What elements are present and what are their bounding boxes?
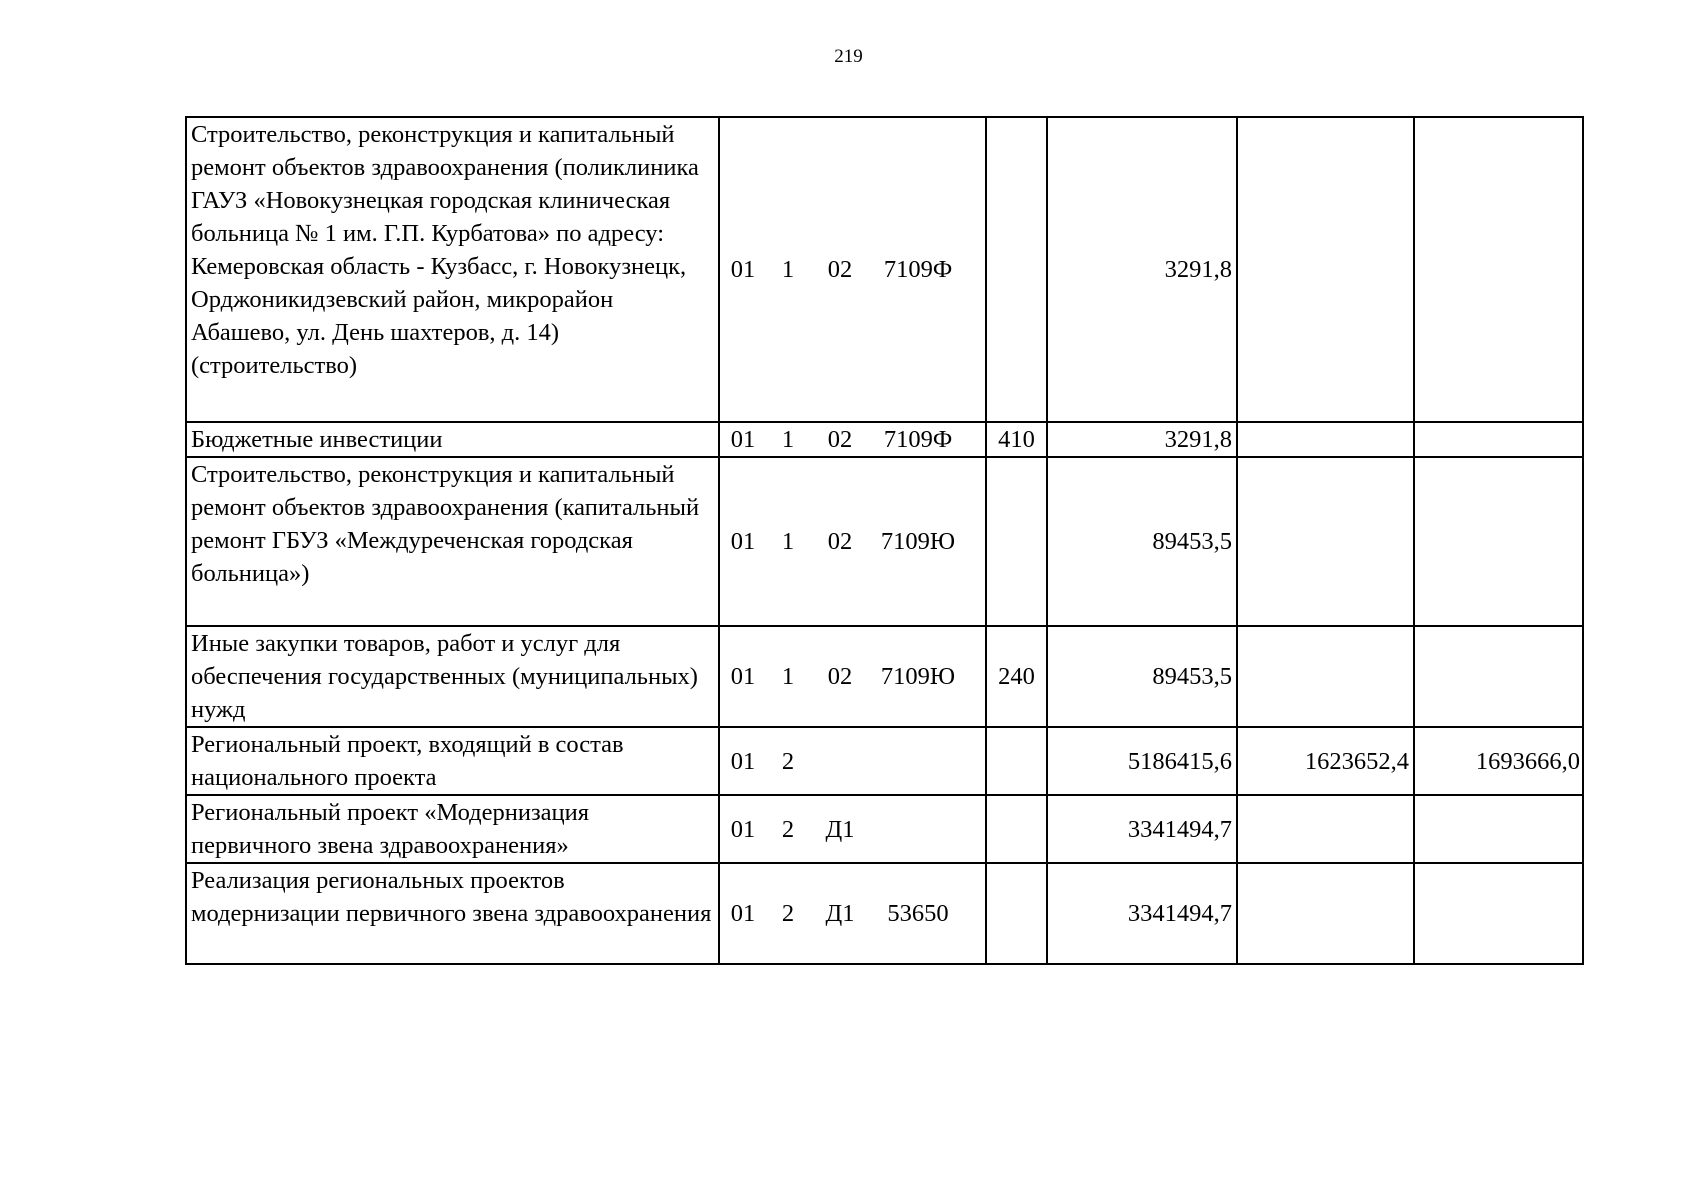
sum-year-2 [1237, 863, 1414, 964]
expense-type: 410 [986, 422, 1047, 457]
sum-year-2 [1237, 117, 1414, 422]
budget-table [185, 116, 1584, 965]
expense-type: 240 [986, 626, 1047, 727]
sum-year-3 [1414, 457, 1583, 626]
subprogram-code: 2 [781, 747, 795, 775]
sum-year-1: 5186415,6 [1047, 727, 1237, 795]
sum-year-1: 3341494,7 [1047, 795, 1237, 863]
table-row [186, 727, 1583, 795]
main-event-code: 02 [827, 426, 853, 453]
table-row [186, 863, 1583, 964]
direction-code: 7109Ф [883, 256, 953, 283]
target-article-code [719, 457, 986, 626]
target-article-code [719, 795, 986, 863]
expense-type [986, 117, 1047, 422]
sum-year-2 [1237, 626, 1414, 727]
expense-type [986, 863, 1047, 964]
program-code: 01 [730, 663, 756, 690]
row-name: Строительство, реконструкция и капитальный ремонт объектов здравоохранения (капитальный ремонт ГБУЗ «Междуреченская городская больница») [186, 457, 719, 626]
row-name: Реализация региональных проектов модернизации первичного звена здравоохранения [186, 863, 719, 964]
program-code: 01 [730, 528, 756, 555]
subprogram-code: 1 [781, 663, 795, 690]
main-event-code: Д1 [825, 815, 855, 843]
target-article-code [719, 422, 986, 457]
main-event-code: Д1 [825, 900, 855, 927]
sum-year-3 [1414, 422, 1583, 457]
sum-year-3 [1414, 117, 1583, 422]
subprogram-code: 1 [781, 256, 795, 283]
program-code: 01 [730, 900, 756, 927]
row-name: Региональный проект, входящий в состав национального проекта [186, 727, 719, 795]
table-row [186, 457, 1583, 626]
row-name: Бюджетные инвестиции [186, 422, 719, 457]
sum-year-3 [1414, 863, 1583, 964]
table-row [186, 626, 1583, 727]
target-article-code [719, 117, 986, 422]
sum-year-2 [1237, 422, 1414, 457]
sum-year-1: 89453,5 [1047, 626, 1237, 727]
row-name: Региональный проект «Модернизация первичного звена здравоохранения» [186, 795, 719, 863]
sum-year-2: 1623652,4 [1237, 727, 1414, 795]
sum-year-3 [1414, 626, 1583, 727]
row-name: Строительство, реконструкция и капитальный ремонт объектов здравоохранения (поликлиника ГАУЗ «Новокузнецкая городская клиническая больница № 1 им. Г.П. Курбатова» по адресу: Кемеровская область - Кузбасс, г. Новокузнецк, Орджоникидзевский район, микрорайон Абашево, ул. День шахтеров, д. 14) (строительство) [186, 117, 719, 422]
sum-year-1: 3291,8 [1047, 117, 1237, 422]
direction-code: 7109Ю [880, 663, 956, 690]
direction-code: 7109Ю [880, 528, 956, 555]
table-row [186, 117, 1583, 422]
main-event-code: 02 [827, 528, 853, 555]
sum-year-1: 3291,8 [1047, 422, 1237, 457]
sum-year-1: 3341494,7 [1047, 863, 1237, 964]
subprogram-code: 1 [781, 528, 795, 555]
direction-code: 7109Ф [883, 426, 953, 453]
program-code: 01 [730, 426, 756, 453]
sum-year-3: 1693666,0 [1414, 727, 1583, 795]
page-number: 219 [834, 46, 863, 67]
subprogram-code: 2 [781, 815, 795, 843]
table-row [186, 422, 1583, 457]
program-code: 01 [730, 747, 756, 775]
program-code: 01 [730, 815, 756, 843]
sum-year-2 [1237, 457, 1414, 626]
main-event-code: 02 [827, 256, 853, 283]
main-event-code: 02 [827, 663, 853, 690]
subprogram-code: 1 [781, 426, 795, 453]
table-row [186, 795, 1583, 863]
target-article-code [719, 863, 986, 964]
expense-type [986, 727, 1047, 795]
sum-year-3 [1414, 795, 1583, 863]
sum-year-1: 89453,5 [1047, 457, 1237, 626]
target-article-code [719, 727, 986, 795]
row-name: Иные закупки товаров, работ и услуг для обеспечения государственных (муниципальных) нужд [186, 626, 719, 727]
target-article-code [719, 626, 986, 727]
direction-code: 53650 [887, 900, 949, 927]
expense-type [986, 795, 1047, 863]
subprogram-code: 2 [781, 900, 795, 927]
program-code: 01 [730, 256, 756, 283]
expense-type [986, 457, 1047, 626]
sum-year-2 [1237, 795, 1414, 863]
